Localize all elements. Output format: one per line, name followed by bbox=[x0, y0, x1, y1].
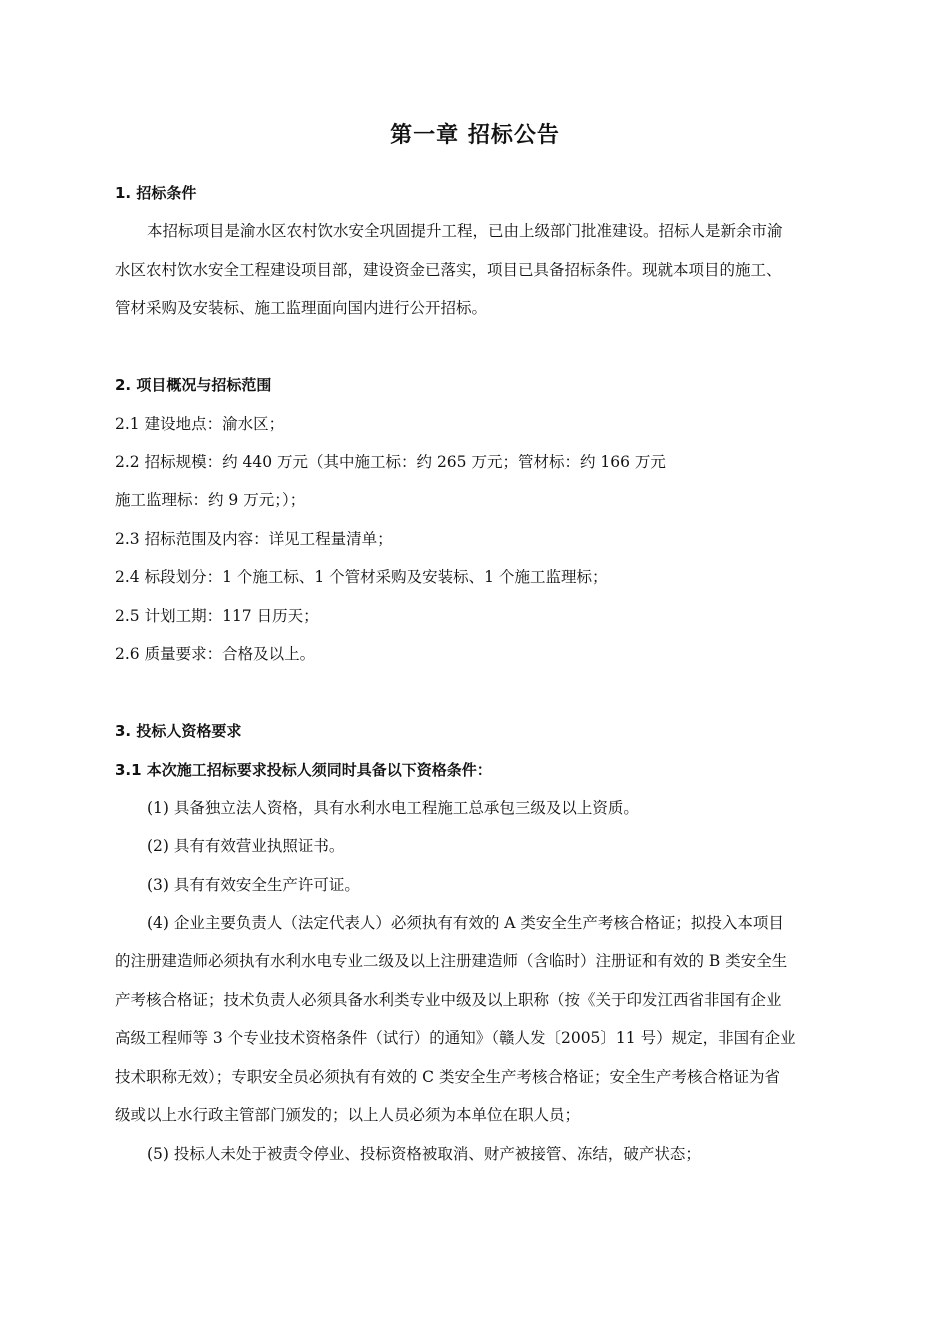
list-item: 施工监理标：约 9 万元；）； bbox=[115, 491, 306, 509]
paragraph-line: 级或以上水行政主管部门颁发的；以上人员必须为本单位在职人员； bbox=[115, 1106, 581, 1124]
list-item: 2.6 质量要求：合格及以上。 bbox=[115, 645, 316, 663]
list-item: 2.4 标段划分：1 个施工标、1 个管材采购及安装标、1 个施工监理标； bbox=[115, 568, 608, 586]
list-item: (1) 具备独立法人资格，具有水利水电工程施工总承包三级及以上资质。 bbox=[147, 799, 639, 817]
section-3-1-subheading: 3.1 本次施工招标要求投标人须同时具备以下资格条件： bbox=[115, 761, 492, 779]
paragraph-line: 本招标项目是渝水区农村饮水安全巩固提升工程，已由上级部门批准建设。招标人是新余市渝 bbox=[147, 222, 783, 240]
paragraph-line: 水区农村饮水安全工程建设项目部，建设资金已落实，项目已具备招标条件。现就本项目的施工、 bbox=[115, 261, 782, 279]
list-item: 2.5 计划工期：117 日历天； bbox=[115, 607, 319, 625]
list-item: (2) 具有有效营业执照证书。 bbox=[147, 837, 345, 855]
list-item: 2.3 招标范围及内容：详见工程量清单； bbox=[115, 530, 393, 548]
paragraph-line: 产考核合格证；技术负责人必须具备水利类专业中级及以上职称（按《关于印发江西省非国有企业 bbox=[115, 991, 782, 1009]
paragraph-line: 的注册建造师必须执有水利水电专业二级及以上注册建造师（含临时）注册证和有效的 B 类安全生 bbox=[115, 952, 788, 970]
paragraph-line: 管材采购及安装标、施工监理面向国内进行公开招标。 bbox=[115, 299, 488, 317]
page-title: 第一章 招标公告 bbox=[390, 123, 560, 148]
paragraph-line: 高级工程师等 3 个专业技术资格条件（试行）的通知》（赣人发〔2005〕11 号）规定，非国有企业 bbox=[115, 1029, 796, 1047]
list-item: 2.1 建设地点：渝水区； bbox=[115, 415, 285, 433]
section-1-heading: 1. 招标条件 bbox=[115, 184, 197, 202]
section-2-heading: 2. 项目概况与招标范围 bbox=[115, 376, 272, 394]
paragraph-line: 技术职称无效）；专职安全员必须执有有效的 C 类安全生产考核合格证；安全生产考核合格证为省 bbox=[115, 1068, 780, 1086]
section-3-heading: 3. 投标人资格要求 bbox=[115, 722, 242, 740]
list-item: (3) 具有有效安全生产许可证。 bbox=[147, 876, 360, 894]
list-item: (5) 投标人未处于被责令停业、投标资格被取消、财产被接管、冻结，破产状态； bbox=[147, 1145, 701, 1163]
list-item: 2.2 招标规模：约 440 万元（其中施工标：约 265 万元；管材标：约 166 万元 bbox=[115, 453, 666, 471]
list-item: (4) 企业主要负责人（法定代表人）必须执有有效的 A 类安全生产考核合格证；拟投入本项目 bbox=[147, 914, 784, 932]
